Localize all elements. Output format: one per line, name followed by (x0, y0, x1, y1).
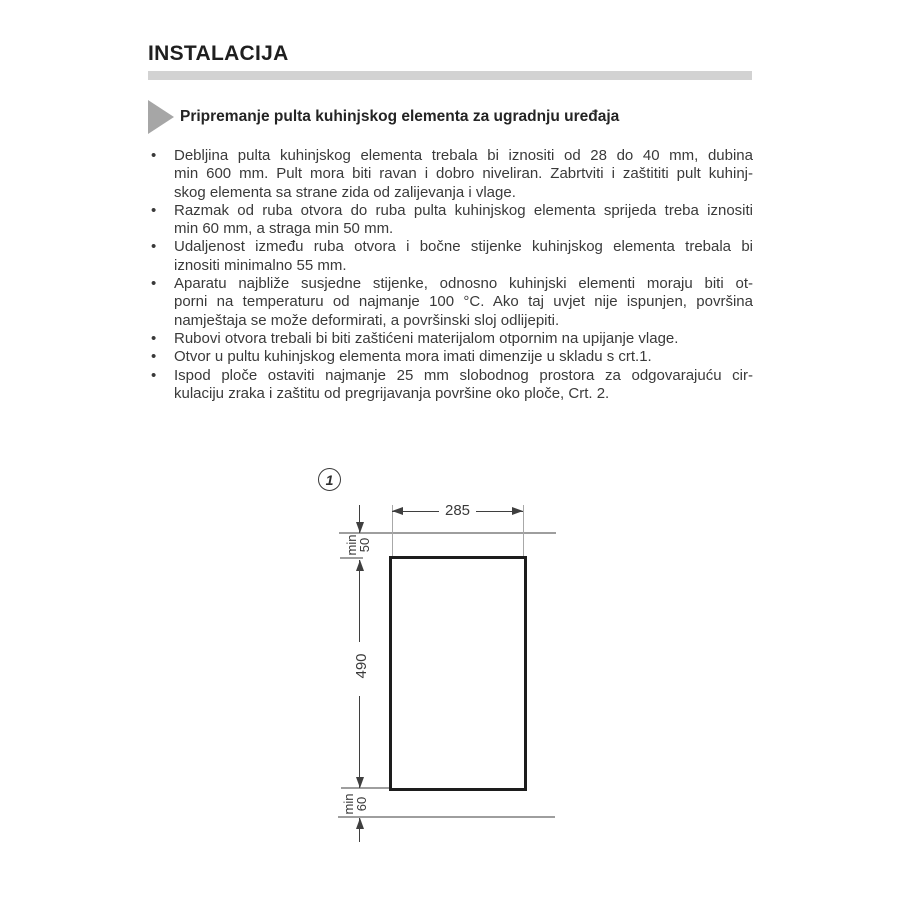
extension-line-right (523, 505, 524, 558)
bullet-marker: • (151, 201, 157, 219)
section-heading-text: Pripremanje pulta kuhinjskog elementa za ugradnju uređaja (180, 108, 620, 125)
arrowhead-up-icon (356, 818, 364, 829)
instruction-item (148, 275, 753, 330)
bullet-marker: • (151, 329, 157, 347)
text-line: Otvor u pultu kuhinjskog elementa mora imati dimenzije u skladu s crt.1. (174, 348, 652, 366)
instruction-item (148, 202, 753, 239)
instruction-text (174, 238, 753, 275)
section-heading (148, 100, 619, 134)
instruction-text (174, 202, 753, 239)
bullet-marker: • (151, 348, 157, 366)
text-line: Aparatu najbliže susjedne stijenke, odnosno kuhinjski elementi moraju biti ot- (174, 275, 753, 293)
text-line: Udaljenost između ruba otvora i bočne stijenke kuhinjskog elementa trebala bi (174, 238, 753, 256)
bullet-marker: • (151, 275, 157, 293)
worktop-front-edge-line (338, 816, 555, 818)
bullet-marker: • (151, 147, 157, 164)
instruction-text (174, 348, 753, 366)
bullet-marker: • (151, 366, 157, 384)
dimension-line-height-lower (359, 696, 360, 788)
arrowhead-down-icon (356, 777, 364, 788)
instruction-text (174, 147, 753, 202)
dimension-line-height-upper (359, 560, 360, 642)
instruction-text (174, 330, 753, 348)
text-line: Ispod ploče ostaviti najmanje 25 mm slobodnog prostora za odgovarajuću cir- (174, 366, 753, 384)
text-line: min 600 mm. Pult mora biti ravan i dobro niveliran. Zabrtviti i zaštititi pult kuhinj- (174, 165, 753, 183)
text-line: namještaja se može deformirati, a površinski sloj odlijepiti. (174, 311, 560, 329)
triangle-marker-icon (148, 100, 174, 134)
text-line: porni na temperaturu od najmanje 100 °C. Ako taj uvjet nije ispunjen, površina (174, 293, 753, 311)
dimension-top-clearance-label: min 50 (344, 534, 372, 556)
text-line: iznositi minimalno 55 mm. (174, 256, 347, 274)
bullet-marker: • (151, 238, 157, 256)
title-underline-bar (148, 71, 752, 80)
page-title: INSTALACIJA (148, 42, 289, 65)
text-line: skog elementa sa strane zida od zalijevanja i vlage. (174, 183, 516, 201)
instruction-text (174, 367, 753, 404)
extension-tick-bottom (341, 787, 390, 789)
instruction-list (148, 147, 753, 403)
text-line: Debljina pulta kuhinjskog elementa trebala bi iznositi od 28 do 40 mm, dubina (174, 147, 753, 164)
text-line: min 60 mm, a straga min 50 mm. (174, 220, 394, 238)
figure-number: 1 (325, 471, 334, 488)
text-line: Razmak od ruba otvora do ruba pulta kuhinjskog elementa sprijeda treba iznositi (174, 201, 753, 219)
instruction-item (148, 147, 753, 202)
arrowhead-up-icon (356, 560, 364, 571)
dimension-height-label: 490 (353, 653, 370, 679)
instruction-text (174, 275, 753, 330)
text-line: Rubovi otvora trebali bi biti zaštićeni materijalom otpornim na upijanje vlage. (174, 329, 679, 347)
dimension-bottom-clearance-label: min 60 (341, 793, 369, 815)
instruction-item (148, 238, 753, 275)
figure-number-badge (318, 468, 341, 491)
instruction-item (148, 348, 753, 366)
dimension-width-label: 285 (392, 502, 523, 519)
cutout-rectangle (389, 556, 527, 791)
instruction-item (148, 330, 753, 348)
instruction-item (148, 367, 753, 404)
text-line: kulaciju zraka i zaštitu od pregrijavanja površine oko ploče, Crt. 2. (174, 384, 610, 402)
